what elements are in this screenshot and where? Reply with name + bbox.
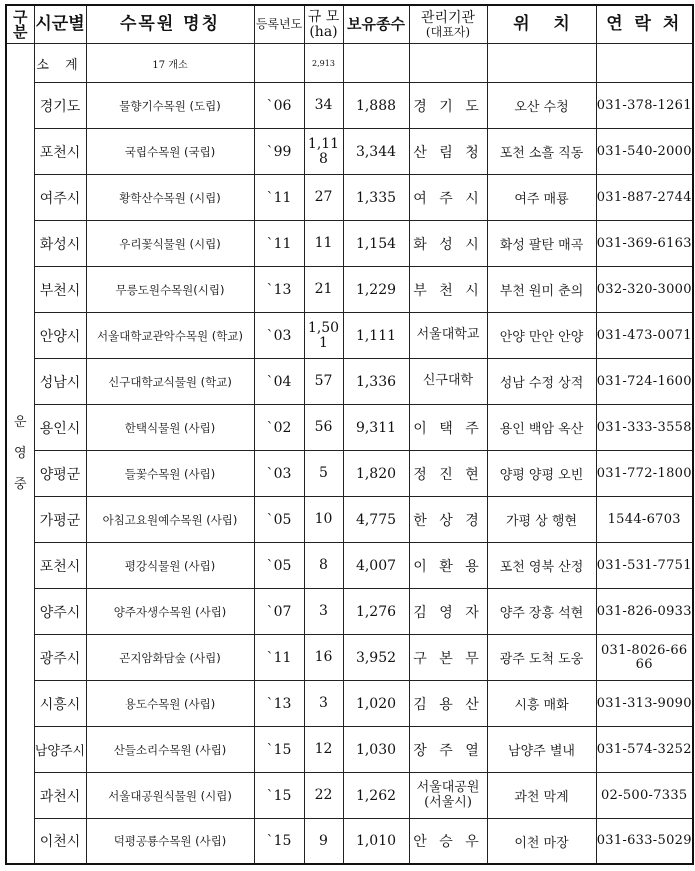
row-city: 용인시 [34, 405, 86, 451]
row-year: `99 [254, 129, 304, 175]
row-year: `05 [254, 543, 304, 589]
subtotal-label: 소 계 [34, 44, 86, 83]
row-tel: 031-313-9090 [596, 681, 693, 727]
row-name: 신구대학교식물원 (학교) [86, 359, 254, 405]
row-tel: 02-500-7335 [596, 773, 693, 819]
row-year: `05 [254, 497, 304, 543]
row-year: `11 [254, 221, 304, 267]
header-species: 보유종수 [343, 5, 409, 44]
subtotal-year [254, 44, 304, 83]
header-city: 시군별 [34, 5, 86, 44]
row-agency: 한 상 경 [409, 497, 487, 543]
table-row [6, 359, 693, 405]
subtotal-count: 17 개소 [86, 44, 254, 83]
row-scale: 1,501 [304, 313, 343, 359]
table-row [6, 83, 693, 129]
row-city: 가평군 [34, 497, 86, 543]
status-char: 운 [13, 414, 27, 430]
row-species: 1,336 [343, 359, 409, 405]
row-species: 1,030 [343, 727, 409, 773]
row-name: 용도수목원 (사립) [86, 681, 254, 727]
subtotal-agency [409, 44, 487, 83]
row-city: 포천시 [34, 129, 86, 175]
table-body [6, 44, 693, 865]
row-name: 물향기수목원 (도립) [86, 83, 254, 129]
row-agency: 안 승 우 [409, 819, 487, 865]
row-name: 우리꽃식물원 (시립) [86, 221, 254, 267]
row-scale: 12 [304, 727, 343, 773]
row-year: `11 [254, 175, 304, 221]
row-city: 이천시 [34, 819, 86, 865]
row-name: 덕평공룡수목원 (사립) [86, 819, 254, 865]
row-agency: 여 주 시 [409, 175, 487, 221]
row-location: 가평 상 행현 [487, 497, 596, 543]
header-reg-year: 등록년도 [254, 5, 304, 44]
row-location: 포천 영북 산정 [487, 543, 596, 589]
row-tel: 032-320-3000 [596, 267, 693, 313]
row-location: 시흥 매화 [487, 681, 596, 727]
row-location: 여주 매룡 [487, 175, 596, 221]
row-year: `04 [254, 359, 304, 405]
row-tel: 031-378-1261 [596, 83, 693, 129]
row-tel: 031-574-3252 [596, 727, 693, 773]
row-year: `13 [254, 267, 304, 313]
row-city: 안양시 [34, 313, 86, 359]
row-location: 남양주 별내 [487, 727, 596, 773]
table-row [6, 681, 693, 727]
row-agency: 화 성 시 [409, 221, 487, 267]
row-location: 광주 도척 도웅 [487, 635, 596, 681]
row-species: 1,262 [343, 773, 409, 819]
row-location: 화성 팔탄 매곡 [487, 221, 596, 267]
row-name: 국립수목원 (국립) [86, 129, 254, 175]
row-tel: 1544-6703 [596, 497, 693, 543]
row-scale: 22 [304, 773, 343, 819]
row-tel: 031-826-0933 [596, 589, 693, 635]
row-species: 4,007 [343, 543, 409, 589]
subtotal-scale: 2,913 [304, 44, 343, 83]
row-city: 양주시 [34, 589, 86, 635]
status-char: 중 [13, 477, 27, 493]
row-agency: 김 용 산 [409, 681, 487, 727]
table-row [6, 543, 693, 589]
row-year: `15 [254, 773, 304, 819]
row-name: 아침고요원예수목원 (사립) [86, 497, 254, 543]
row-tel: 031-887-2744 [596, 175, 693, 221]
row-species: 4,775 [343, 497, 409, 543]
row-name: 무릉도원수목원(시립) [86, 267, 254, 313]
row-agency: 장 주 열 [409, 727, 487, 773]
row-city: 시흥시 [34, 681, 86, 727]
row-location: 포천 소흘 직동 [487, 129, 596, 175]
row-agency: 김 영 자 [409, 589, 487, 635]
header-category: 구분 [6, 5, 34, 44]
header-manager-line1: 관리기관 [420, 9, 476, 26]
row-scale: 34 [304, 83, 343, 129]
row-species: 1,229 [343, 267, 409, 313]
row-scale: 21 [304, 267, 343, 313]
row-location: 오산 수청 [487, 83, 596, 129]
row-agency: 이 택 주 [409, 405, 487, 451]
row-name: 평강식물원 (사립) [86, 543, 254, 589]
row-year: `03 [254, 451, 304, 497]
row-city: 남양주시 [34, 727, 86, 773]
row-location: 성남 수정 상적 [487, 359, 596, 405]
row-scale: 10 [304, 497, 343, 543]
row-location: 용인 백암 옥산 [487, 405, 596, 451]
row-year: `11 [254, 635, 304, 681]
status-char: 영 [13, 445, 27, 461]
row-year: `02 [254, 405, 304, 451]
row-species: 1,276 [343, 589, 409, 635]
row-agency: 경 기 도 [409, 83, 487, 129]
subtotal-row [6, 44, 693, 83]
row-location: 이천 마장 [487, 819, 596, 865]
row-scale: 1,118 [304, 129, 343, 175]
row-city: 부천시 [34, 267, 86, 313]
row-species: 1,888 [343, 83, 409, 129]
row-scale: 3 [304, 589, 343, 635]
row-year: `06 [254, 83, 304, 129]
header-manager-line2: (대표자) [425, 24, 471, 39]
row-name: 한택식물원 (사립) [86, 405, 254, 451]
row-city: 화성시 [34, 221, 86, 267]
header-name: 수목원 명칭 [86, 5, 254, 44]
row-city: 여주시 [34, 175, 86, 221]
table-row [6, 221, 693, 267]
row-year: `15 [254, 819, 304, 865]
row-name: 서울대학교관악수목원 (학교) [86, 313, 254, 359]
table-row [6, 267, 693, 313]
row-agency: 산 림 청 [409, 129, 487, 175]
row-agency: 구 본 무 [409, 635, 487, 681]
row-scale: 9 [304, 819, 343, 865]
subtotal-location [487, 44, 596, 83]
header-scale-line1: 규 모 [307, 8, 340, 25]
row-location: 양평 양평 오빈 [487, 451, 596, 497]
table-row [6, 405, 693, 451]
row-scale: 8 [304, 543, 343, 589]
table-row [6, 175, 693, 221]
table-row [6, 497, 693, 543]
header-manager [409, 5, 487, 44]
row-species: 3,952 [343, 635, 409, 681]
row-agency: 서울대공원 (서울시) [409, 773, 487, 819]
subtotal-tel [596, 44, 693, 83]
row-species: 1,111 [343, 313, 409, 359]
row-tel: 031-531-7751 [596, 543, 693, 589]
table-row [6, 635, 693, 681]
header-scale-line2: (ha) [309, 23, 338, 40]
row-city: 성남시 [34, 359, 86, 405]
row-city: 과천시 [34, 773, 86, 819]
row-tel: 031-473-0071 [596, 313, 693, 359]
table-row [6, 313, 693, 359]
row-agency: 서울대학교 [409, 313, 487, 359]
row-year: `03 [254, 313, 304, 359]
table-row [6, 819, 693, 865]
row-tel: 031-540-2000 [596, 129, 693, 175]
row-agency: 신구대학 [409, 359, 487, 405]
row-name: 서울대공원식물원 (시립) [86, 773, 254, 819]
row-scale: 16 [304, 635, 343, 681]
row-scale: 5 [304, 451, 343, 497]
row-location: 과천 막계 [487, 773, 596, 819]
row-name: 산들소리수목원 (사립) [86, 727, 254, 773]
row-tel: 031-633-5029 [596, 819, 693, 865]
row-scale: 57 [304, 359, 343, 405]
row-species: 1,335 [343, 175, 409, 221]
row-agency: 정 진 현 [409, 451, 487, 497]
row-agency: 이 환 용 [409, 543, 487, 589]
row-tel: 031-333-3558 [596, 405, 693, 451]
table-row [6, 589, 693, 635]
row-location: 부천 원미 춘의 [487, 267, 596, 313]
row-species: 1,820 [343, 451, 409, 497]
row-year: `07 [254, 589, 304, 635]
header-scale [304, 5, 343, 44]
row-species: 1,010 [343, 819, 409, 865]
row-year: `15 [254, 727, 304, 773]
row-species: 1,020 [343, 681, 409, 727]
table-row [6, 129, 693, 175]
row-location: 양주 장흥 석현 [487, 589, 596, 635]
row-name: 황학산수목원 (시립) [86, 175, 254, 221]
row-scale: 56 [304, 405, 343, 451]
row-scale: 11 [304, 221, 343, 267]
row-city: 포천시 [34, 543, 86, 589]
subtotal-species [343, 44, 409, 83]
row-agency: 부 천 시 [409, 267, 487, 313]
row-name: 들꽃수목원 (사립) [86, 451, 254, 497]
row-location: 안양 만안 안양 [487, 313, 596, 359]
row-city: 경기도 [34, 83, 86, 129]
arboretum-table [5, 4, 694, 865]
row-species: 9,311 [343, 405, 409, 451]
row-species: 3,344 [343, 129, 409, 175]
row-scale: 3 [304, 681, 343, 727]
row-scale: 27 [304, 175, 343, 221]
table-row [6, 451, 693, 497]
row-tel: 031-772-1800 [596, 451, 693, 497]
table-row [6, 727, 693, 773]
row-tel: 031-8026-6666 [596, 635, 693, 681]
row-tel: 031-369-6163 [596, 221, 693, 267]
table-header [6, 5, 693, 44]
table-row [6, 773, 693, 819]
row-year: `13 [254, 681, 304, 727]
row-city: 광주시 [34, 635, 86, 681]
row-tel: 031-724-1600 [596, 359, 693, 405]
row-name: 양주자생수목원 (사립) [86, 589, 254, 635]
status-cell [6, 44, 34, 865]
row-species: 1,154 [343, 221, 409, 267]
header-contact: 연 락 처 [596, 5, 693, 44]
row-city: 양평군 [34, 451, 86, 497]
header-location: 위 치 [487, 5, 596, 44]
row-name: 곤지암화담숲 (사립) [86, 635, 254, 681]
